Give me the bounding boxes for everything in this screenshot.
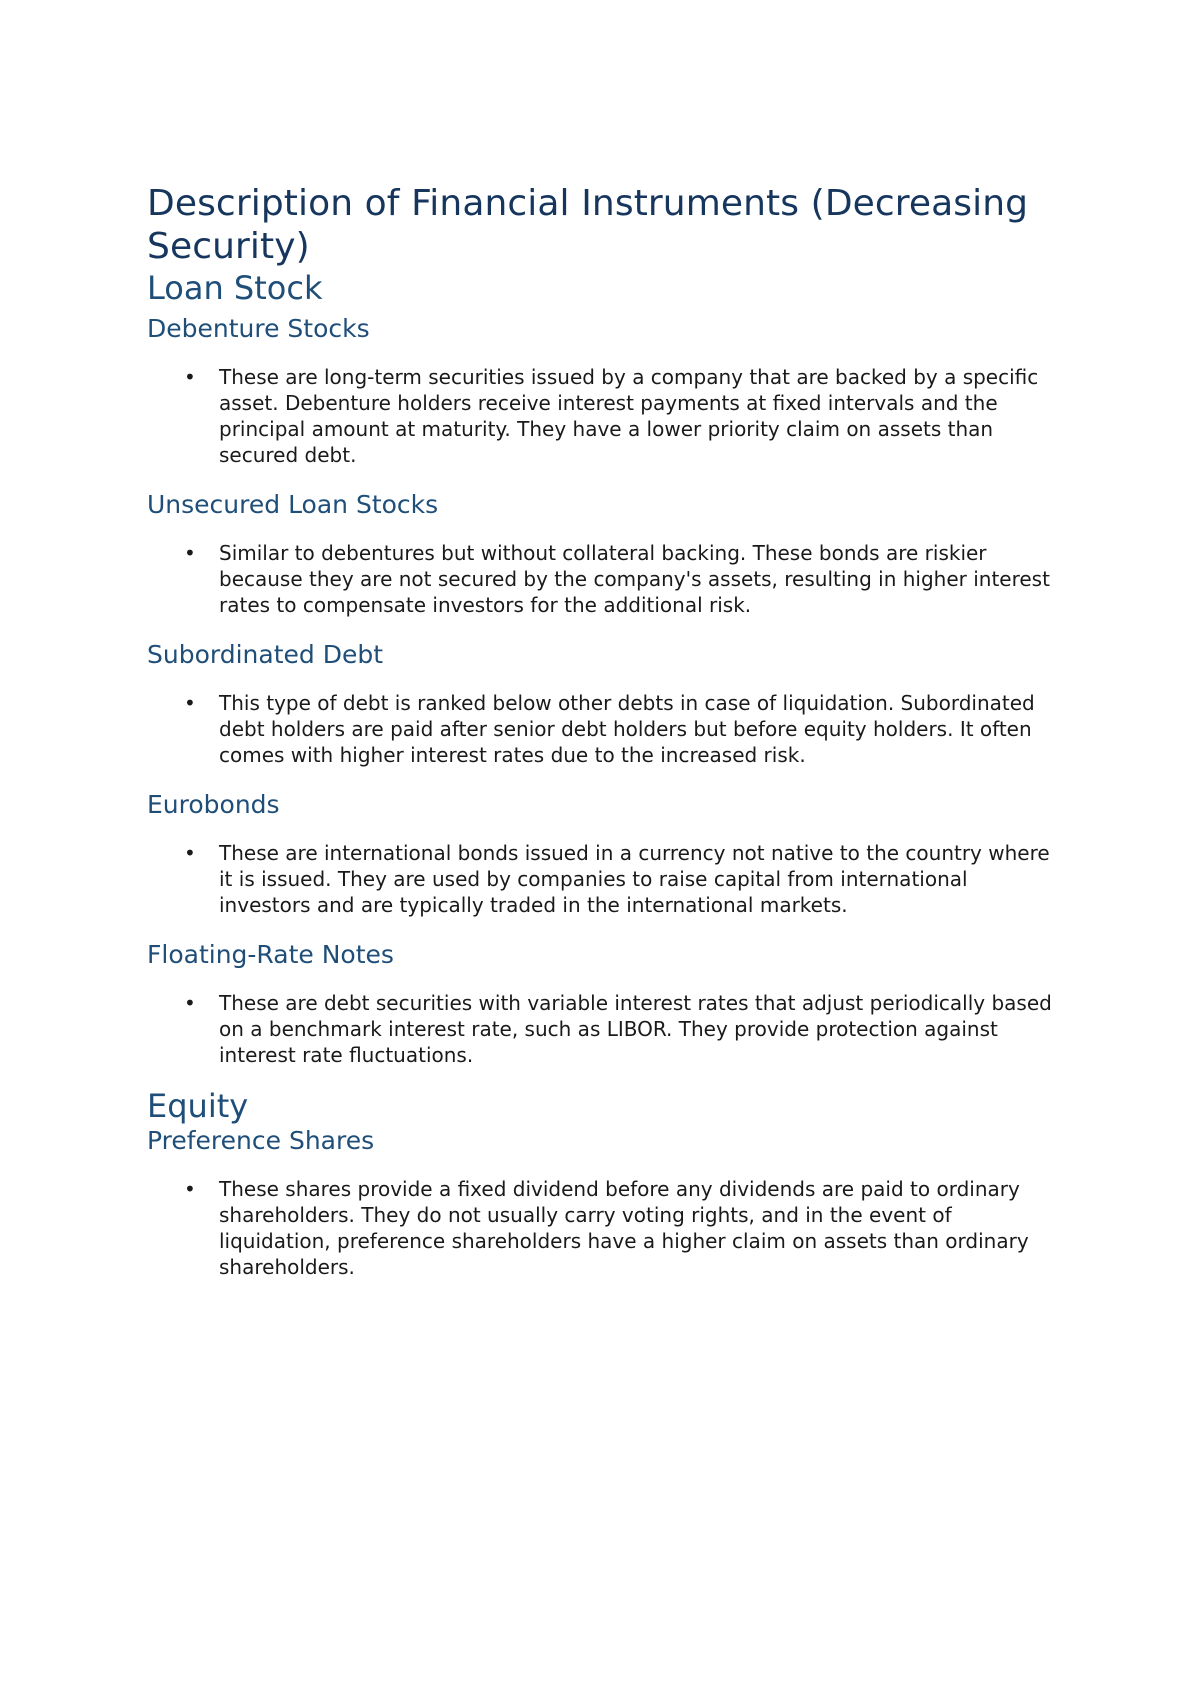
bullet-text: These are debt securities with variable interest rates that adjust periodically based on a benchmark interest rate, such as LIBOR. They provide protection against interest rate fluctuations.	[219, 991, 1052, 1067]
subheading-debenture-stocks: Debenture Stocks	[147, 314, 370, 343]
subheading-preference-shares: Preference Shares	[147, 1126, 375, 1155]
document-title: Description of Financial Instruments (Decreasing Security)	[147, 183, 1029, 267]
list-item	[147, 990, 1060, 1068]
bullet-icon: •	[184, 991, 196, 1015]
list-item	[147, 690, 1060, 768]
list-item	[147, 840, 1060, 918]
list-item	[147, 540, 1060, 618]
bullet-list	[147, 1176, 1060, 1280]
bullet-icon: •	[184, 365, 196, 389]
bullet-icon: •	[184, 541, 196, 565]
list-item	[147, 364, 1060, 468]
bullet-list	[147, 690, 1060, 768]
section-heading-equity: Equity	[147, 1087, 249, 1125]
subheading-eurobonds: Eurobonds	[147, 790, 280, 819]
bullet-icon: •	[184, 841, 196, 865]
bullet-list	[147, 990, 1060, 1068]
bullet-text: These are long-term securities issued by a company that are backed by a specific asset. Debenture holders receive interest payments at fixed intervals and the principal amount at maturity. They have a lower priority claim on assets than secured debt.	[219, 365, 1039, 467]
bullet-list	[147, 540, 1060, 618]
bullet-list	[147, 840, 1060, 918]
bullet-text: These are international bonds issued in a currency not native to the country where it is issued. They are used by companies to raise capital from international investors and are typically traded in the international markets.	[219, 841, 1050, 917]
bullet-text: Similar to debentures but without collateral backing. These bonds are riskier because they are not secured by the company's assets, resulting in higher interest rates to compensate investors for the additional risk.	[219, 541, 1050, 617]
subheading-subordinated-debt: Subordinated Debt	[147, 640, 383, 669]
bullet-icon: •	[184, 691, 196, 715]
section-heading-loan-stock: Loan Stock	[147, 269, 323, 307]
bullet-icon: •	[184, 1177, 196, 1201]
list-item	[147, 1176, 1060, 1280]
bullet-list	[147, 364, 1060, 468]
bullet-text: These shares provide a fixed dividend before any dividends are paid to ordinary shareholders. They do not usually carry voting rights, and in the event of liquidation, preference shareholders have a higher claim on assets than ordinary shareholders.	[219, 1177, 1029, 1279]
bullet-text: This type of debt is ranked below other debts in case of liquidation. Subordinated debt holders are paid after senior debt holders but before equity holders. It often comes with higher interest rates due to the increased risk.	[219, 691, 1035, 767]
subheading-floating-rate-notes: Floating-Rate Notes	[147, 940, 394, 969]
subheading-unsecured-loan-stocks: Unsecured Loan Stocks	[147, 490, 439, 519]
